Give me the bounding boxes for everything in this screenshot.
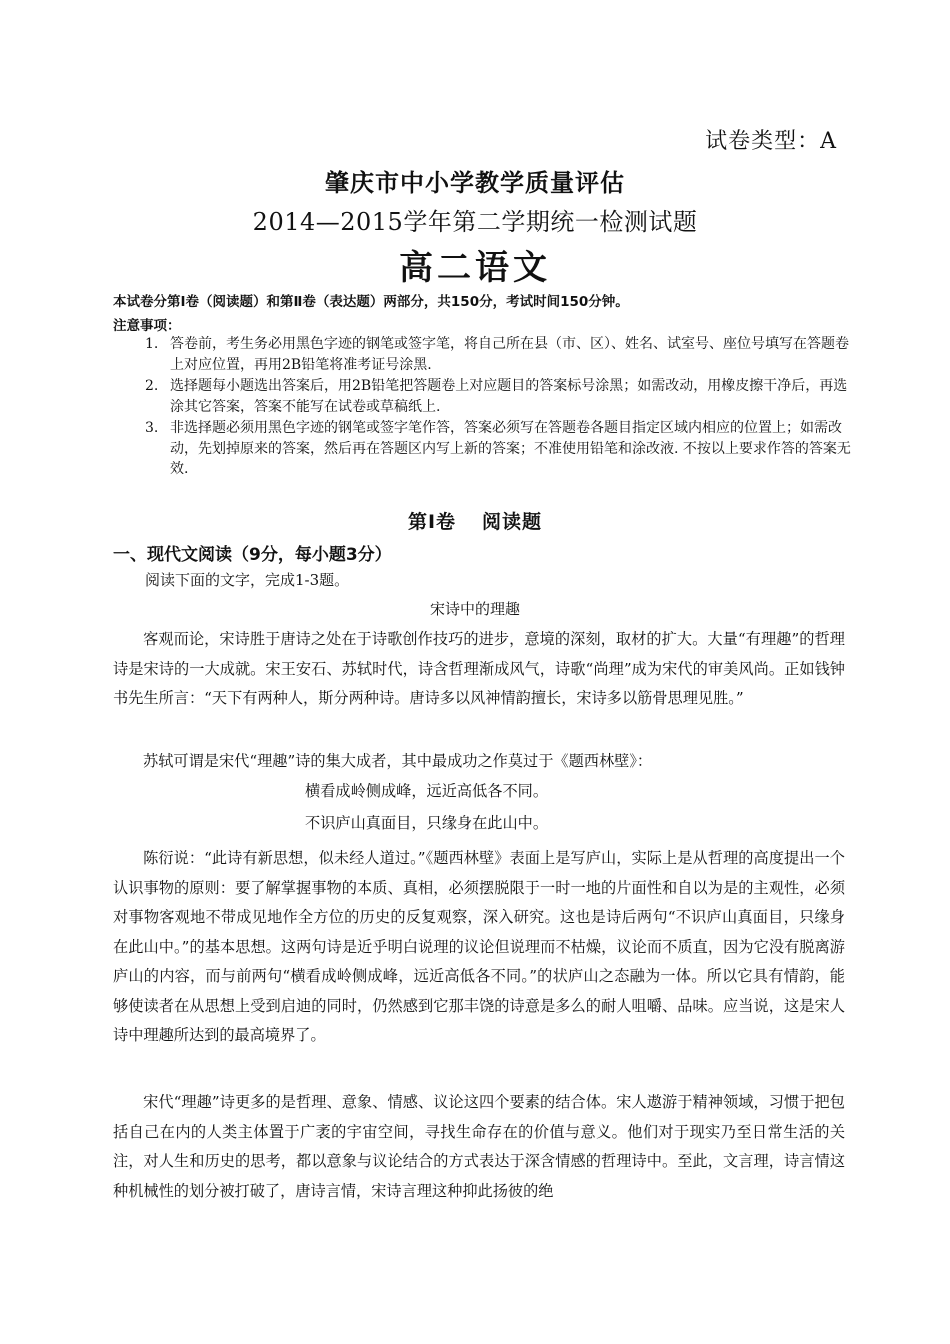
- notice-item-number: 2.: [145, 378, 159, 394]
- notice-item-text: 非选择题必须用黑色字迹的钢笔或签字笔作答，答案必须写在答题卷各题目指定区域内相应的位置上；如需改动，先划掉原来的答案，然后再在答题区内写上新的答案；不准使用铅笔和涂改液. 不按以上要求作答的答案无效.: [170, 420, 851, 477]
- notice-item-number: 1.: [145, 336, 159, 352]
- paragraph-text: 客观而论，宋诗胜于唐诗之处在于诗歌创作技巧的进步，意境的深刻，取材的扩大。大量“有理趣”的哲理诗是宋诗的一大成就。宋王安石、苏轼时代，诗含哲理渐成风气，诗歌“尚理”成为宋代的审美风尚。正如钱钟书先生所言：“天下有两种人，斯分两种诗。唐诗多以风神情韵擅长，宋诗多以筋骨思理见胜。”: [113, 630, 845, 707]
- poem-line: 不识庐山真面目，只缘身在此山中。: [305, 814, 548, 832]
- section-part: 第Ⅰ卷: [407, 511, 457, 533]
- subject-title: 高二语文: [399, 248, 551, 288]
- notice-heading: 注意事项：: [113, 318, 181, 334]
- exam-intro: 本试卷分第Ⅰ卷（阅读题）和第Ⅱ卷（表达题）两部分，共150分，考试时间150分钟。: [113, 294, 629, 310]
- paragraph-text: 苏轼可谓是宋代“理趣”诗的集大成者，其中最成功之作莫过于《题西林壁》：: [143, 752, 653, 770]
- notice-item-text: 答卷前，考生务必用黑色字迹的钢笔或签字笔，将自己所在县（市、区）、姓名、试室号、座位号填写在答题卷上对应位置，再用2B铅笔将准考证号涂黑.: [170, 336, 849, 373]
- article-paragraph: [113, 1088, 845, 1206]
- notice-item: [145, 334, 855, 375]
- reading-instruction: 阅读下面的文字，完成1-3题。: [145, 571, 350, 589]
- section-title: [0, 507, 950, 534]
- article-title: 宋诗中的理趣: [429, 600, 520, 618]
- poem-line: 横看成岭侧成峰，远近高低各不同。: [305, 782, 548, 800]
- question-group-heading: 一、现代文阅读（9分，每小题3分）: [113, 545, 392, 565]
- article-paragraph: [113, 625, 845, 714]
- notice-item: [145, 376, 855, 417]
- paragraph-text: 宋代“理趣”诗更多的是哲理、意象、情感、议论这四个要素的结合体。宋人遨游于精神领域，习惯于把包括自己在内的人类主体置于广袤的宇宙空间，寻找生命存在的价值与意义。他们对于现实乃至日常生活的关注，对人生和历史的思考，都以意象与议论结合的方式表达于深含情感的哲理诗中。至此，文言理，诗言情这种机械性的划分被打破了，唐诗言情，宋诗言理这种抑此扬彼的绝: [113, 1093, 845, 1200]
- notice-item-text: 选择题每小题选出答案后，用2B铅笔把答题卷上对应题目的答案标号涂黑；如需改动，用橡皮擦干净后，再选涂其它答案，答案不能写在试卷或草稿纸上.: [170, 378, 848, 415]
- organization-title: 肇庆市中小学教学质量评估: [325, 169, 625, 197]
- article-paragraph: [113, 747, 845, 777]
- article-paragraph: [113, 844, 845, 1051]
- notice-list: [145, 334, 855, 481]
- exam-title: 2014—2015学年第二学期统一检测试题: [252, 208, 698, 236]
- paragraph-text: 陈衍说：“此诗有新思想，似未经人道过。”《题西林壁》表面上是写庐山，实际上是从哲理的高度提出一个认识事物的原则：要了解掌握事物的本质、真相，必须摆脱限于一时一地的片面性和自以为是的主观性，必须对事物客观地不带成见地作全方位的历史的反复观察，深入研究。这也是诗后两句“不识庐山真面目，只缘身在此山中。”的基本思想。这两句诗是近乎明白说理的议论但说理而不枯燥，议论而不质直，因为它没有脱离游庐山的内容，而与前两句“横看成岭侧成峰，远近高低各不同。”的状庐山之态融为一体。所以它具有情韵，能够使读者在从思想上受到启迪的同时，仍然感到它那丰饶的诗意是多么的耐人咀嚼、品味。应当说，这是宋人诗中理趣所达到的最高境界了。: [113, 849, 845, 1044]
- notice-item: [145, 418, 855, 480]
- paper-type-label: 试卷类型：A: [705, 129, 837, 154]
- notice-item-number: 3.: [145, 420, 159, 436]
- section-name: 阅读题: [482, 511, 543, 533]
